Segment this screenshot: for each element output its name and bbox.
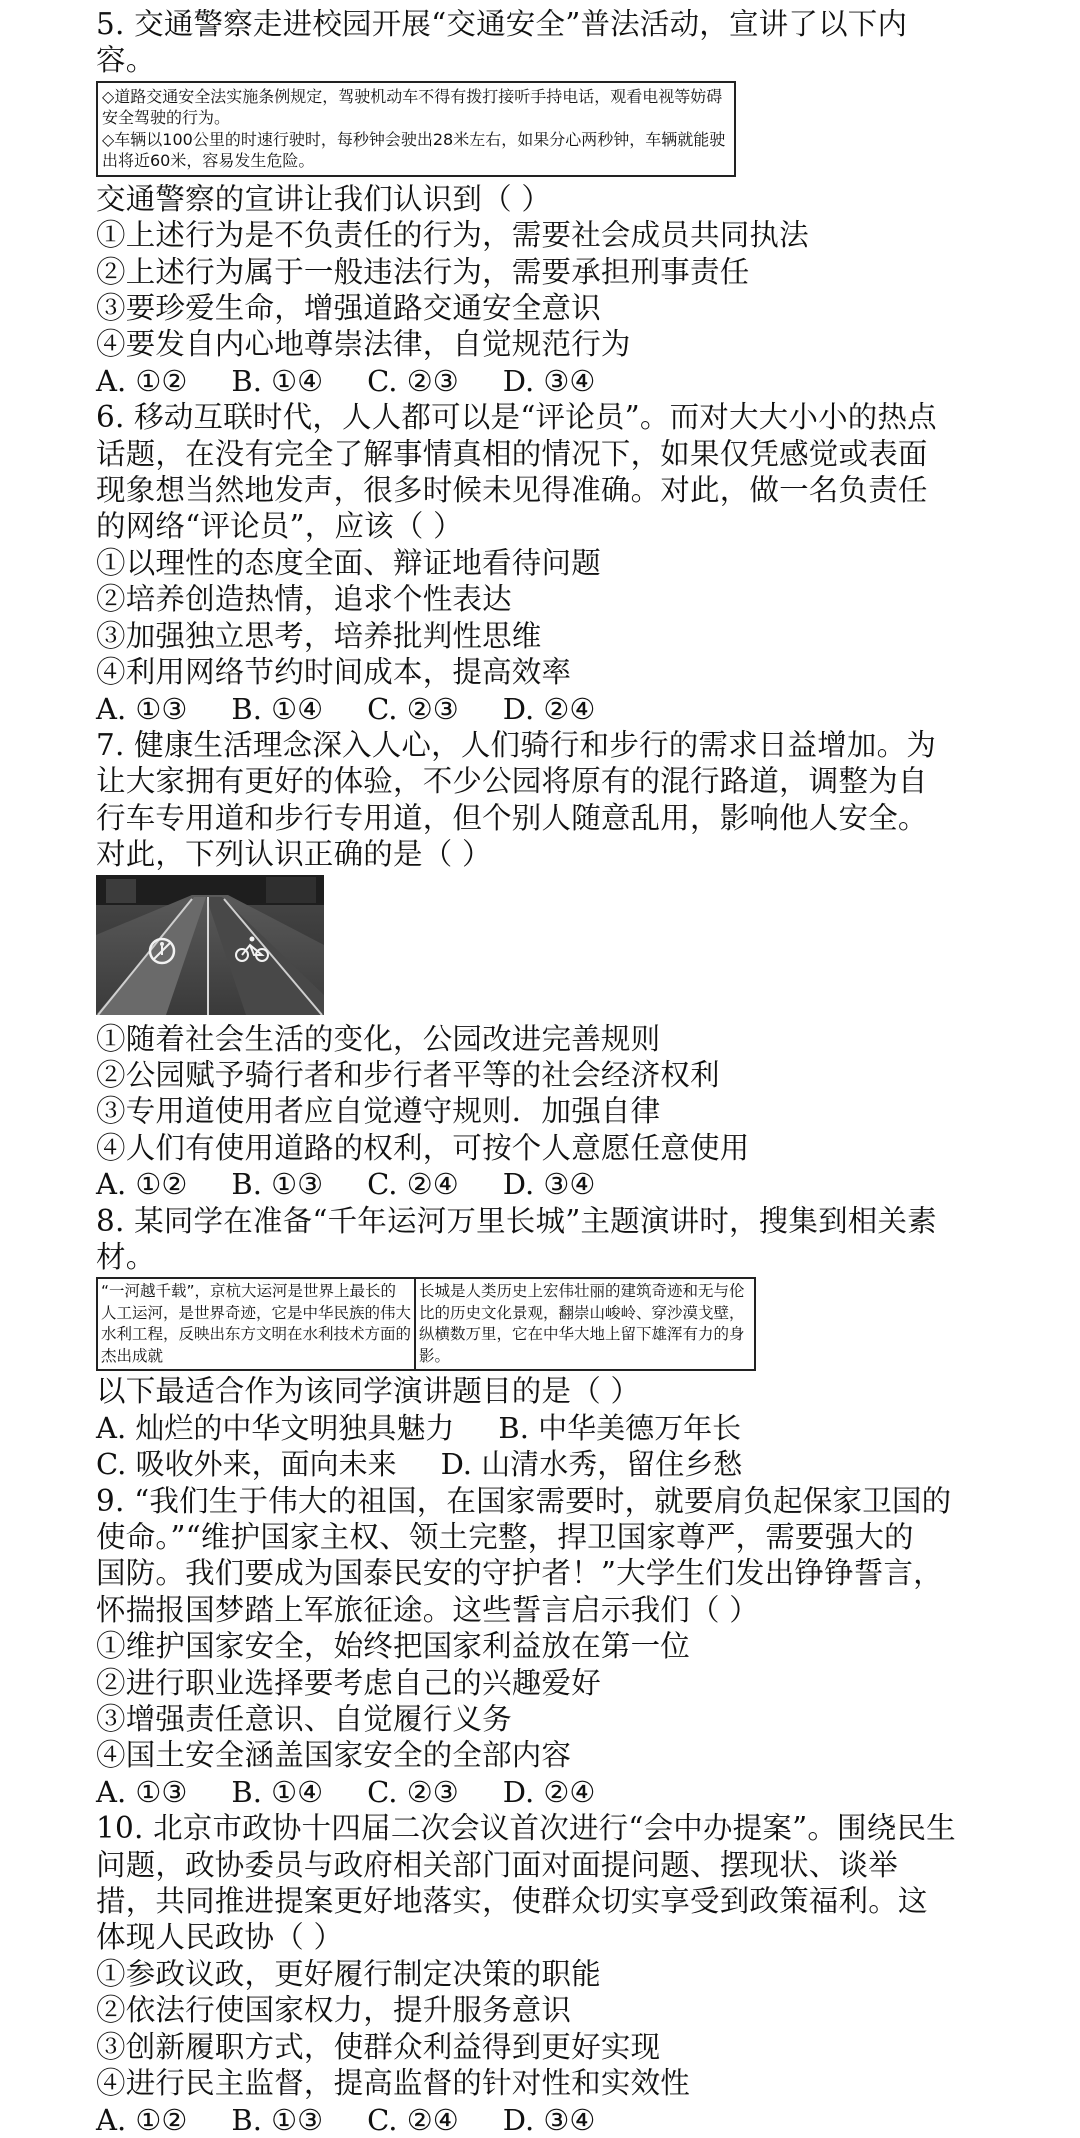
statement-item: ②上述行为属于一般违法行为，需要承担刑事责任 [96,254,750,289]
statement-item: ①维护国家安全，始终把国家利益放在第一位 [96,1629,691,1664]
option-d[interactable]: D. ③④ [502,1167,596,1202]
statement-item: ③专用道使用者应自觉遵守规则．加强自律 [96,1094,661,1129]
question-prompt: 交通警察的宣讲让我们认识到（ ） [96,181,552,216]
statement-item: ③增强责任意识、自觉履行义务 [96,1702,512,1737]
answer-options [96,1166,1080,1202]
option-d[interactable]: D. ③④ [502,363,596,398]
statement-item: ④人们有使用道路的权利，可按个人意愿任意使用 [96,1130,750,1165]
material-text: ◇车辆以100公里的时速行驶时，每秒钟会驶出28米左右，如果分心两秒钟，车辆就能驶出将近60米，容易发生危险。 [102,129,726,171]
option-a[interactable]: A. ①② [96,363,188,398]
statement-item: ②公园赋予骑行者和步行者平等的社会经济权利 [96,1057,720,1092]
question-stem-line: 5. 交通警察走进校园开展“交通安全”普法活动，宣讲了以下内 [96,7,908,41]
answer-options [96,691,1080,727]
question-8 [96,1203,1080,1483]
statement-item: ④国土安全涵盖国家安全的全部内容 [96,1738,572,1773]
question-5 [96,6,1080,399]
statement-item: ①上述行为是不负责任的行为，需要社会成员共同执法 [96,218,809,253]
question-stem-line: 让大家拥有更好的体验，不少公园将原有的混行路道，调整为自 [96,764,928,799]
option-c[interactable]: C. 吸收外来，面向未来 [96,1447,397,1482]
answer-options [96,1410,1080,1446]
question-stem-line: 使命。”“维护国家主权、领土完整，捍卫国家尊严，需要强大的 [96,1520,914,1554]
question-stem-line: 怀揣报国梦踏上军旅征途。这些誓言启示我们（ ） [96,1592,759,1627]
option-c[interactable]: C. ②③ [367,1774,459,1809]
material-table [96,1277,756,1371]
question-stem-line: 10. 北京市政协十四届二次会议首次进行“会中办提案”。围绕民生 [96,1811,956,1846]
option-b[interactable]: B. ①③ [231,2102,324,2137]
option-d[interactable]: D. ②④ [502,1774,596,1809]
question-10 [96,1810,1080,2138]
option-d[interactable]: D. ③④ [502,2102,596,2137]
question-prompt: 以下最适合作为该同学演讲题目的是（ ） [96,1374,641,1409]
option-b[interactable]: B. 中华美德万年长 [498,1410,742,1445]
answer-options [96,1446,1080,1482]
statement-item: ③创新履职方式，使群众利益得到更好实现 [96,2029,661,2064]
statement-item: ①参政议政，更好履行制定决策的职能 [96,1956,601,1991]
option-a[interactable]: A. ①③ [96,1774,188,1809]
statement-item: ②依法行使国家权力，提升服务意识 [96,1993,572,2028]
material-box [96,81,736,177]
material-text: ◇道路交通安全法实施条例规定，驾驶机动车不得有拨打接听手持电话，观看电视等妨碍安全驾驶的行为。 [102,86,723,128]
statement-item: ④利用网络节约时间成本，提高效率 [96,655,572,690]
option-c[interactable]: C. ②④ [367,1167,459,1202]
question-stem-line: 7. 健康生活理念深入人心，人们骑行和步行的需求日益增加。为 [96,727,937,762]
question-stem-line: 的网络“评论员”，应该（ ） [96,509,463,544]
option-c[interactable]: C. ②④ [367,2102,459,2137]
statement-item: ④进行民主监督，提高监督的针对性和实效性 [96,2066,691,2101]
material-cell-canal: “一河越千载”，京杭大运河是世界上最长的人工运河，是世界奇迹，它是中华民族的伟大水利工程，反映出东方文明在水利技术方面的杰出成就 [96,1277,416,1371]
statement-item: ①以理性的态度全面、辩证地看待问题 [96,545,601,580]
answer-options [96,2102,1080,2138]
question-stem-line: 8. 某同学在准备“千年运河万里长城”主题演讲时，搜集到相关素 [96,1203,937,1238]
question-stem-line: 行车专用道和步行专用道，但个别人随意乱用，影响他人安全。 [96,800,928,835]
option-d[interactable]: D. ②④ [502,691,596,726]
question-stem-line: 问题，政协委员与政府相关部门面对面提问题、摆现状、谈举 [96,1847,898,1882]
question-stem-line: 9. “我们生于伟大的祖国，在国家需要时，就要肩负起保家卫国的 [96,1483,952,1518]
answer-options [96,1774,1080,1810]
option-d[interactable]: D. 山清水秀，留住乡愁 [440,1447,743,1482]
statement-item: ③加强独立思考，培养批判性思维 [96,618,542,653]
question-stem-line: 话题，在没有完全了解事情真相的情况下，如果仅凭感觉或表面 [96,436,928,471]
option-b[interactable]: B. ①④ [231,691,324,726]
option-c[interactable]: C. ②③ [367,363,459,398]
statement-item: ②进行职业选择要考虑自己的兴趣爱好 [96,1665,601,1700]
statement-item: ①随着社会生活的变化，公园改进完善规则 [96,1021,661,1056]
question-stem-line: 容。 [96,43,156,78]
option-b[interactable]: B. ①③ [231,1167,324,1202]
question-7 [96,727,1080,1203]
question-stem-line: 措，共同推进提案更好地落实，使群众切实享受到政策福利。这 [96,1884,928,1919]
option-a[interactable]: A. ①③ [96,691,188,726]
question-9 [96,1483,1080,1811]
statement-item: ③要珍爱生命，增强道路交通安全意识 [96,291,601,326]
question-stem-line: 体现人民政协（ ） [96,1920,344,1955]
statement-item: ②培养创造热情，追求个性表达 [96,582,512,617]
question-stem-line: 对此，下列认识正确的是（ ） [96,837,492,872]
statement-item: ④要发自内心地尊崇法律，自觉规范行为 [96,327,631,362]
option-a[interactable]: A. 灿烂的中华文明独具魅力 [96,1410,455,1445]
option-a[interactable]: A. ①② [96,2102,188,2137]
question-6 [96,399,1080,727]
option-b[interactable]: B. ①④ [231,363,324,398]
question-stem-line: 材。 [96,1239,156,1274]
option-a[interactable]: A. ①② [96,1167,188,1202]
question-stem-line: 现象想当然地发声，很多时候未见得准确。对此，做一名负责任 [96,473,928,508]
option-b[interactable]: B. ①④ [231,1774,324,1809]
option-c[interactable]: C. ②③ [367,691,459,726]
material-cell-great-wall: 长城是人类历史上宏伟壮丽的建筑奇迹和无与伦比的历史文化景观，翻崇山峻岭、穿沙漠戈壁，纵横数万里，它在中华大地上留下雄浑有力的身影。 [416,1277,756,1371]
question-stem-line: 国防。我们要成为国泰民安的守护者！”大学生们发出铮铮誓言， [96,1556,943,1591]
question-stem-line: 6. 移动互联时代，人人都可以是“评论员”。而对大大小小的热点 [96,400,937,435]
bike-lane-photo [96,875,324,1015]
answer-options [96,363,1080,399]
